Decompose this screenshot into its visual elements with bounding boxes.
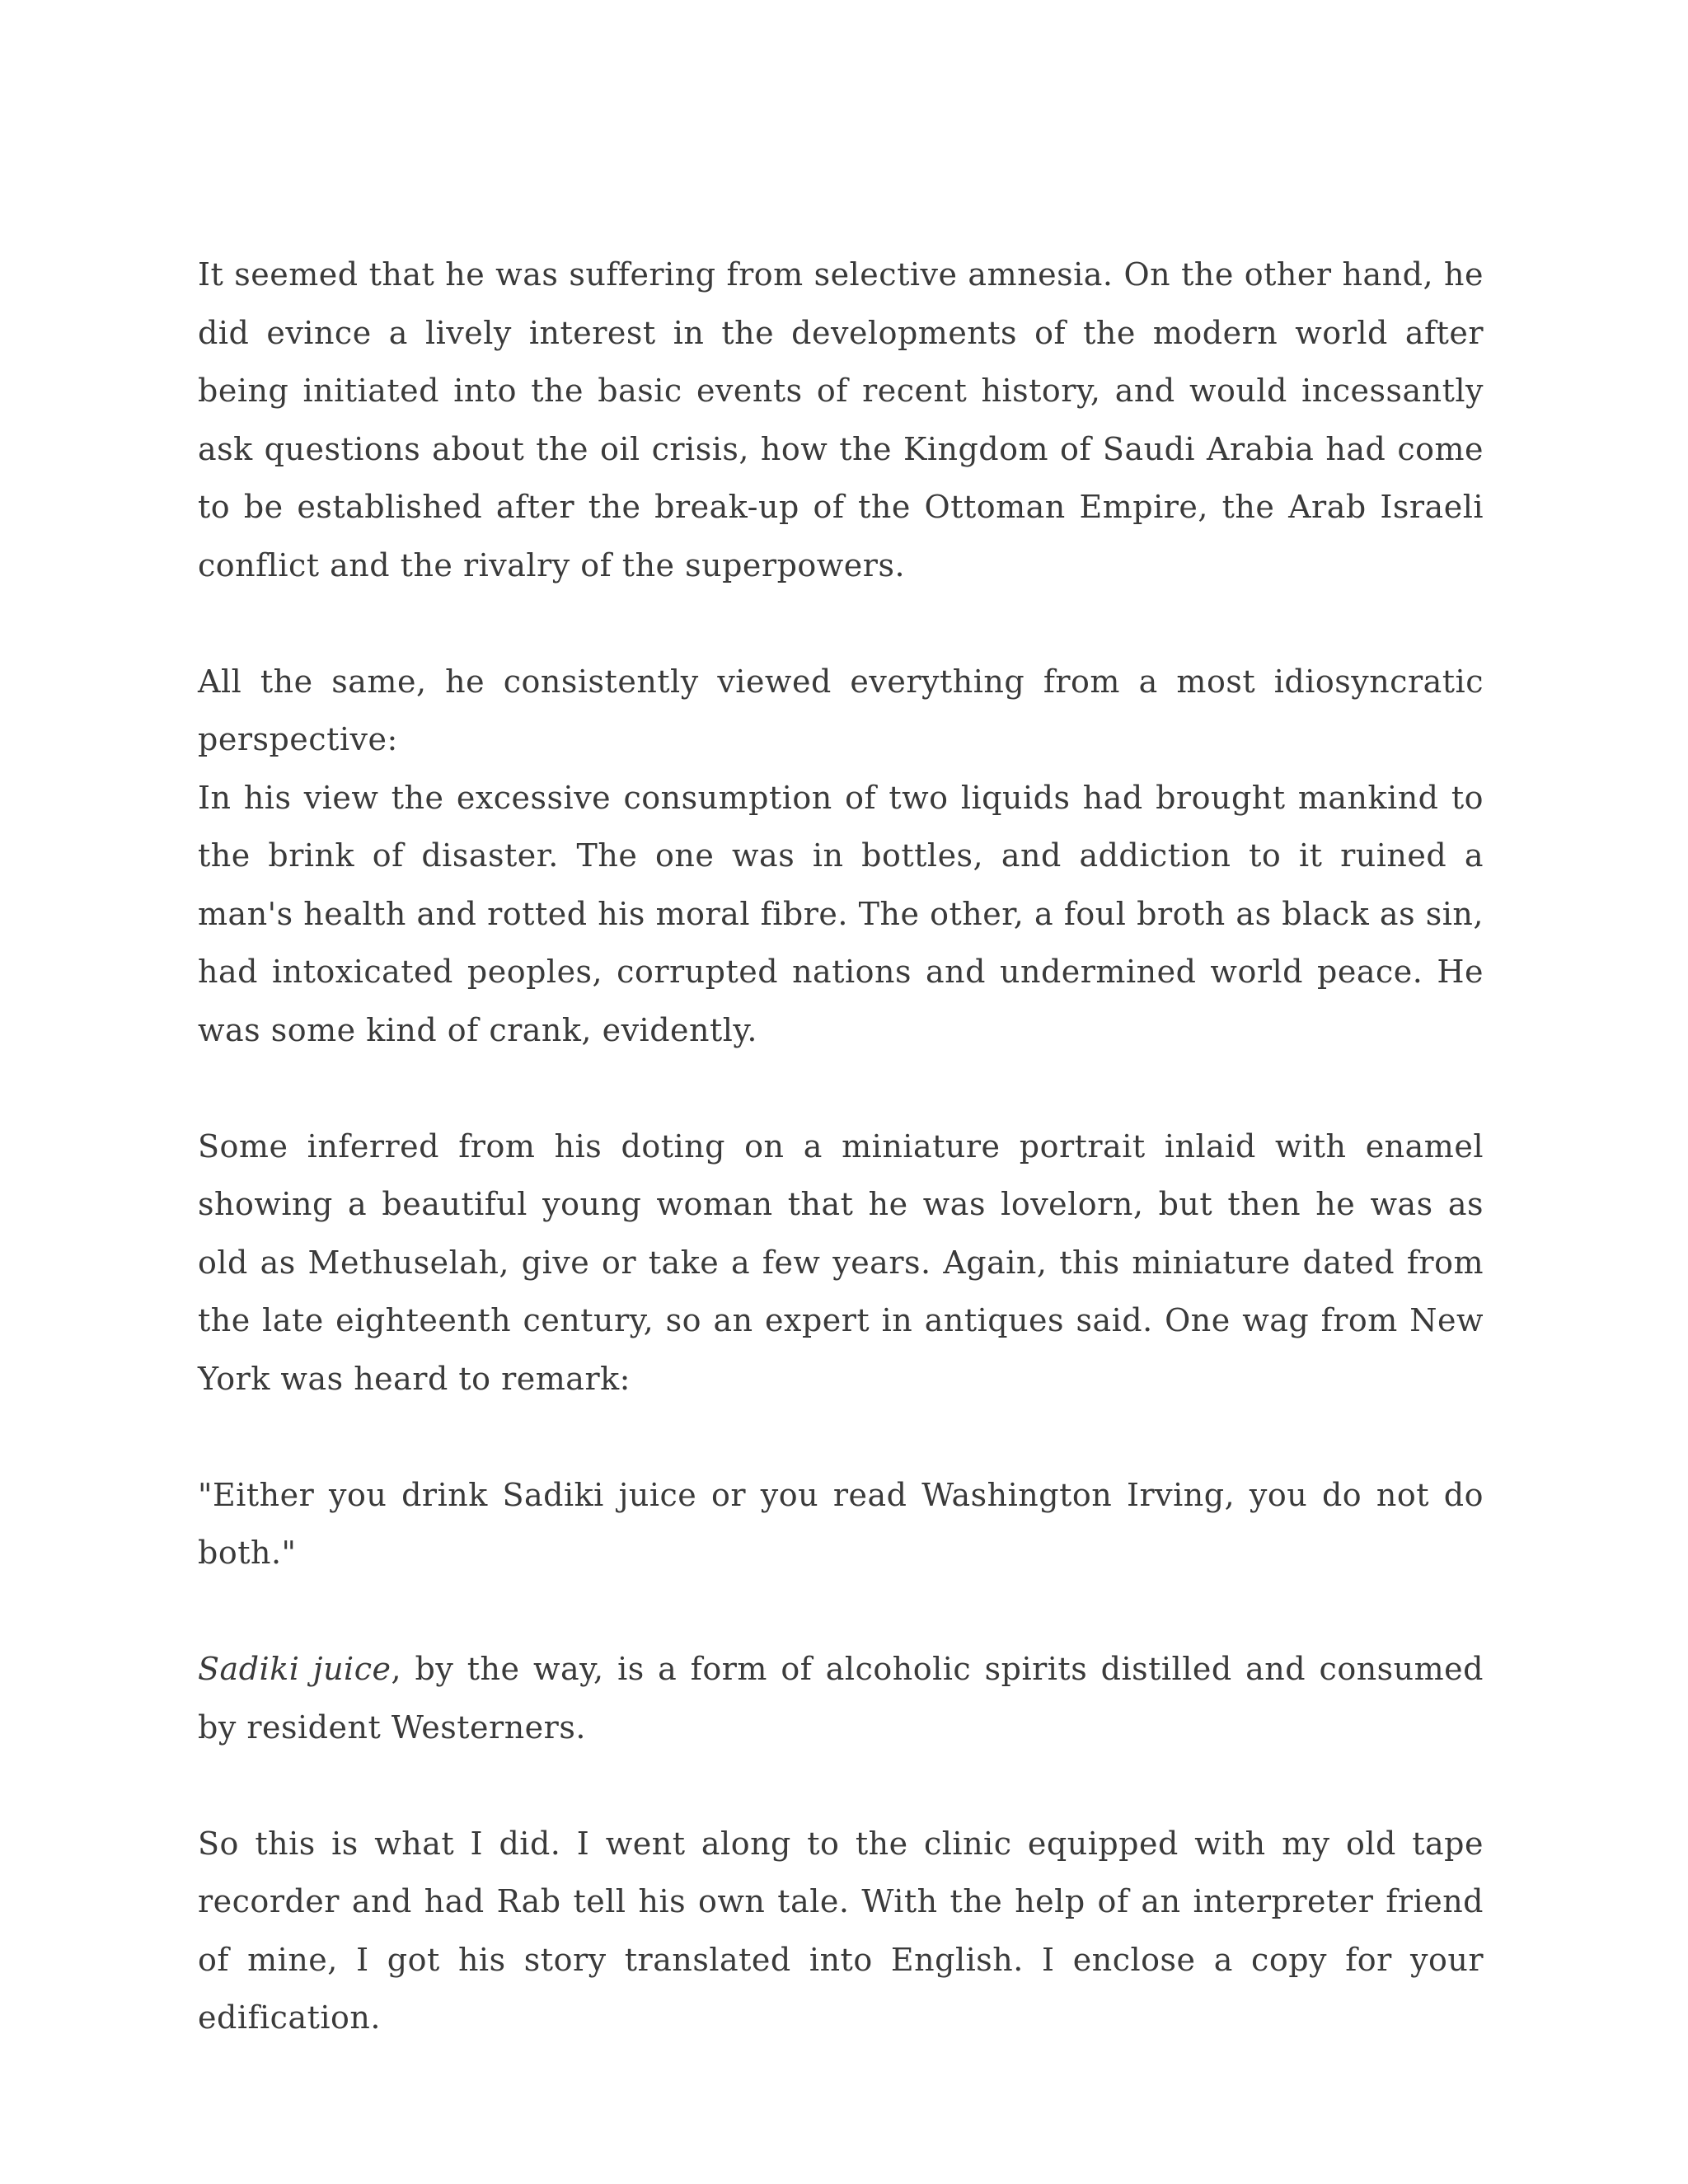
paragraph-sadiki-juice-text: , by the way, is a form of alcoholic spirits distilled and consumed by resident Westerners. bbox=[198, 1651, 1484, 1746]
paragraph-spacer bbox=[198, 1408, 1484, 1466]
italic-term: Sadiki juice bbox=[198, 1651, 392, 1687]
document-page bbox=[198, 246, 1484, 2047]
paragraph-sadiki-juice bbox=[198, 1640, 1484, 1756]
paragraph-quote: "Either you drink Sadiki juice or you read Washington Irving, you do not do both." bbox=[198, 1476, 1484, 1571]
paragraph-tape-recorder: So this is what I did. I went along to the clinic equipped with my old tape recorder and had Rab tell his own tale. With the help of an interpreter friend of mine, I got his story translated into English. I enclose a copy for your edification. bbox=[198, 1825, 1484, 2036]
paragraph-amnesia: It seemed that he was suffering from selective amnesia. On the other hand, he did evince a lively interest in the developments of the modern world after being initiated into the basic events of recent history, and would incessantly ask questions about the oil crisis, how the Kingdom of Saudi Arabia had come to be established after the break-up of the Ottoman Empire, the Arab Israeli conflict and the rivalry of the superpowers. bbox=[198, 256, 1484, 583]
paragraph-spacer bbox=[198, 1756, 1484, 1815]
paragraph-two-liquids: In his view the excessive consumption of two liquids had brought mankind to the brink of disaster. The one was in bottles, and addiction to it ruined a man's health and rotted his moral fibre. The other, a foul broth as black as sin, had intoxicated peoples, corrupted nations and undermined world peace. He was some kind of crank, evidently. bbox=[198, 779, 1484, 1048]
paragraph-spacer bbox=[198, 1582, 1484, 1641]
paragraph-miniature-portrait: Some inferred from his doting on a miniature portrait inlaid with enamel showing a beautiful young woman that he was lovelorn, but then he was as old as Methuselah, give or take a few years. Again, this miniature dated from the late eighteenth century, so an expert in antiques said. One wag from New York was heard to remark: bbox=[198, 1127, 1484, 1397]
paragraph-spacer bbox=[198, 594, 1484, 653]
paragraph-spacer bbox=[198, 1059, 1484, 1118]
paragraph-perspective: All the same, he consistently viewed everything from a most idiosyncratic perspective: bbox=[198, 663, 1484, 757]
